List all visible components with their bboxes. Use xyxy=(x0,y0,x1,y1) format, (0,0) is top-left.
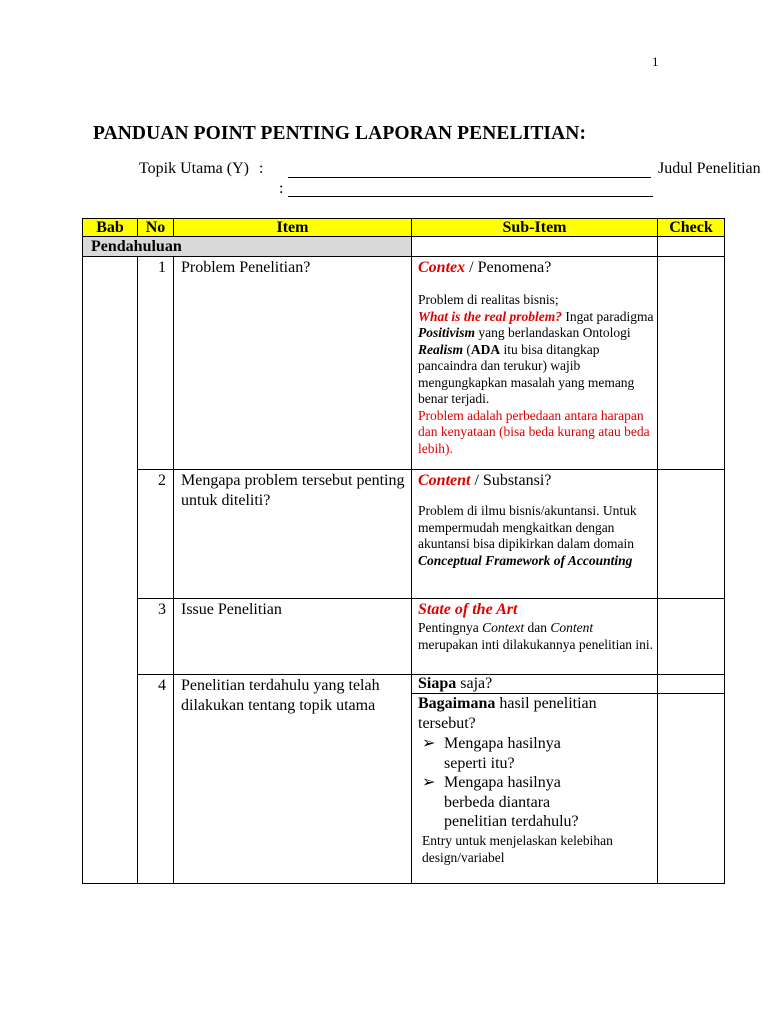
context-term: Context xyxy=(482,620,525,635)
section-sub-cell xyxy=(412,237,658,257)
page-number: 1 xyxy=(652,54,659,69)
topik-colon: : xyxy=(258,160,264,177)
lead-rest: / Substansi? xyxy=(470,472,552,489)
text-fragment: saja? xyxy=(456,675,493,692)
header-item: Item xyxy=(174,219,412,237)
problem-definition: Problem adalah perbedaan antara harapan dan kenyataan (bisa beda kurang atau beda lebih). xyxy=(418,407,650,456)
item-cell: Problem Penelitian? xyxy=(174,257,412,470)
positivism-term: Positivism xyxy=(418,325,475,340)
bullet-list xyxy=(418,734,655,832)
text-fragment: merupakan inti dilakukannya penelitian ini. xyxy=(418,636,654,652)
sub-item-text: Problem di realitas bisnis; xyxy=(418,292,559,307)
list-item xyxy=(418,773,604,832)
text-fragment: hasil penelitian tersebut? xyxy=(418,695,597,732)
bullet-text: Mengapa hasilnya seperti itu? xyxy=(444,735,561,772)
judul-input-line[interactable] xyxy=(288,196,653,197)
table-row xyxy=(83,470,725,599)
row-number: 1 xyxy=(138,257,174,470)
topik-label: Topik Utama (Y) xyxy=(139,160,249,177)
sub-item-text: Problem di ilmu bisnis/akuntansi. Untuk mempermudah mengkaitkan dengan akuntansi bisa dipikirkan dalam domain xyxy=(418,503,637,551)
bullet-text: Mengapa hasilnya berbeda diantara penelitian terdahulu? xyxy=(444,774,579,830)
topik-input-line[interactable] xyxy=(288,177,651,178)
section-row xyxy=(83,237,725,257)
text-fragment: yang berlandaskan Ontologi xyxy=(475,325,631,340)
text-fragment: itu bisa ditangkap pancaindra dan terukur) wajib mengungkapkan masalah yang memang benar terjadi. xyxy=(418,341,635,406)
lead-rest: / Penomena? xyxy=(465,259,552,276)
item-cell: Issue Penelitian xyxy=(174,599,412,675)
realism-term: Realism xyxy=(418,341,464,357)
siapa-term: Siapa xyxy=(418,675,457,692)
section-check-cell xyxy=(658,237,725,257)
arrow-bullet-icon: ➢ xyxy=(422,774,436,791)
conceptual-framework-term: Conceptual Framework of Accounting xyxy=(418,552,633,568)
text-fragment: Ingat paradigma xyxy=(562,308,654,324)
check-cell[interactable] xyxy=(658,675,725,694)
header-sub-item: Sub-Item xyxy=(412,219,658,237)
text-fragment: ( xyxy=(463,341,471,357)
header-check: Check xyxy=(658,219,725,237)
row-number: 2 xyxy=(138,470,174,599)
content-keyword: Content xyxy=(418,472,471,489)
row-number: 3 xyxy=(138,599,174,675)
real-problem-question: What is the real problem? xyxy=(418,308,563,324)
bagaimana-line xyxy=(418,694,655,734)
topik-field-row xyxy=(139,160,263,178)
table-header-row xyxy=(83,219,725,237)
state-of-the-art-keyword: State of the Art xyxy=(418,601,518,618)
ada-term: ADA xyxy=(470,341,501,357)
entry-note: Entry untuk menjelaskan kelebihan design/variabel xyxy=(422,832,613,865)
table-row xyxy=(83,675,725,694)
bab-cell xyxy=(83,257,138,884)
sub-item-cell xyxy=(412,675,658,694)
checklist-table xyxy=(82,218,725,884)
check-cell[interactable] xyxy=(658,257,725,470)
sub-item-cell xyxy=(412,257,658,470)
sub-item-cell xyxy=(412,599,658,675)
table-row xyxy=(83,599,725,675)
document-title: PANDUAN POINT PENTING LAPORAN PENELITIAN: xyxy=(93,123,587,144)
content-term: Content xyxy=(550,620,594,635)
list-item xyxy=(418,734,564,773)
item-cell: Penelitian terdahulu yang telah dilakukan tentang topik utama xyxy=(174,675,412,884)
text-fragment: Pentingnya xyxy=(418,620,483,635)
sub-item-lead xyxy=(418,470,655,491)
context-keyword: Contex xyxy=(418,259,466,276)
check-cell[interactable] xyxy=(658,599,725,675)
arrow-bullet-icon: ➢ xyxy=(422,735,436,752)
judul-label: Judul Penelitian xyxy=(658,160,761,177)
sub-item-lead xyxy=(418,257,655,278)
item-cell: Mengapa problem tersebut penting untuk diteliti? xyxy=(174,470,412,599)
header-bab: Bab xyxy=(83,219,138,237)
bagaimana-term: Bagaimana xyxy=(418,695,496,712)
check-cell[interactable] xyxy=(658,470,725,599)
text-fragment: dan xyxy=(524,620,551,635)
sub-item-cell xyxy=(412,470,658,599)
section-label: Pendahuluan xyxy=(83,237,412,257)
header-no: No xyxy=(138,219,174,237)
row-number: 4 xyxy=(138,675,174,884)
table-row xyxy=(83,257,725,470)
judul-colon: : xyxy=(279,180,284,197)
check-cell[interactable] xyxy=(658,694,725,884)
sub-item-cell xyxy=(412,694,658,884)
